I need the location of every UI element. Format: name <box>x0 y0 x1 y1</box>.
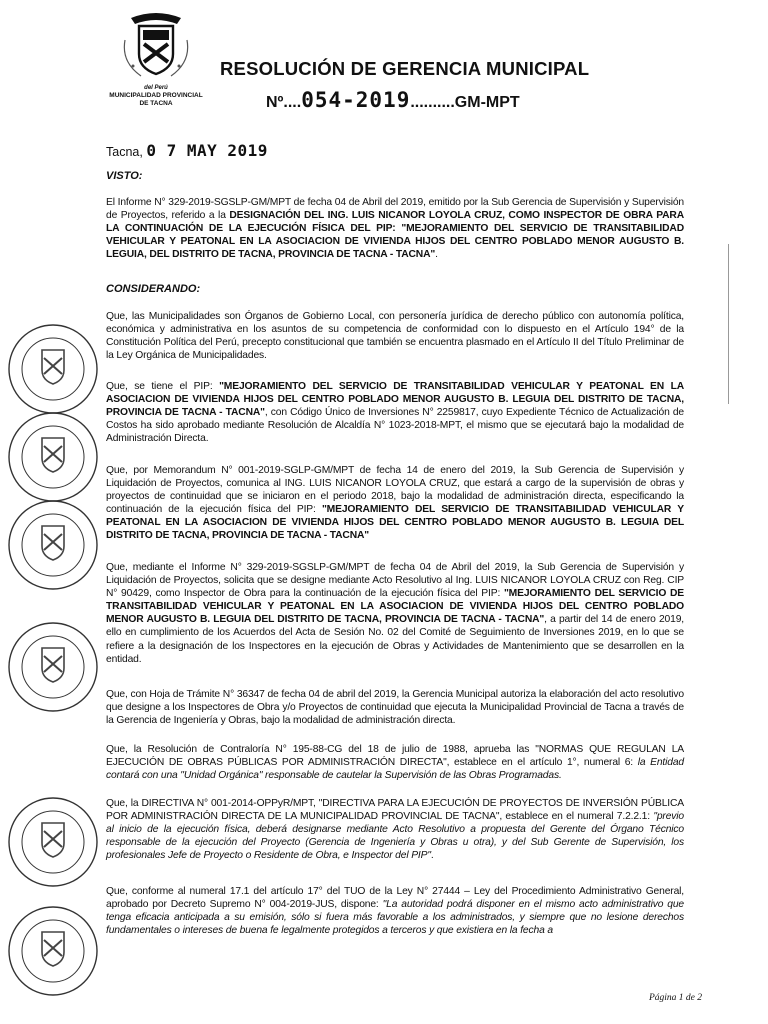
paragraph-4 <box>106 464 684 543</box>
text-span: Que, por Memorandum N° 001-2019-SGLP-GM/MPT de fecha 14 de enero del 2019, la Sub Gerencia de Supervisión y Liquidación de Proyectos, comunica al ING. LUIS NICANOR LOYOLA CRUZ, que estará a cargo de la supervisión de obras y proyectos de continuidad que se iniciaron en el periodo 2018, bajo la modalidad de administración directa, especificando la continuación de la ejecución física del PIP: <box>106 465 684 516</box>
text-span: Que, conforme al numeral 17.1 del artículo 17° del TUO de la Ley N° 27444 – Ley del Procedimiento Administrativo General, aprobado por Decreto Supremo N° 004-2019-JUS, dispone: <box>106 886 684 911</box>
coat-of-arms-icon <box>111 10 201 84</box>
number-dots: ... <box>287 94 302 111</box>
text-span: Que, la DIRECTIVA N° 001-2014-OPPyR/MPT, "DIRECTIVA PARA LA EJECUCIÓN DE PROYECTOS DE INVERSIÓN PÚBLICA POR ADMINISTRACIÓN DIRECTA DE LA MUNICIPALIDAD PROVINCIAL DE TACNA", establece en el numeral 7.2.2.1: <box>106 798 684 823</box>
italic-span: "previo al inicio de la ejecución física, deberá designarse mediante Acto Resolutivo a propuesta del Gerente del Órgano Técnico responsable de la ejecución del Proyecto (Gerencia de Ingeniería y Obras u otra), y del Sub Gerente de Supervisión, los profesionales Jefe de Proyecto o Residente de Obra, e Inspector del PIP" <box>106 811 684 862</box>
italic-span: "La autoridad podrá disponer en el mismo acto administrativo que tenga eficacia anticipada a su emisión, sólo si fuera más favorable a los administrados, y siempre que no lesione derechos fundamentales o intereses de buena fe legalmente protegidos a terceros y que existiera en la fecha a <box>106 899 684 937</box>
text-span: . <box>435 249 438 261</box>
page-number: Página 1 de 2 <box>648 993 702 1003</box>
municipal-logo <box>96 10 216 110</box>
text-span: Que, mediante el Informe N° 329-2019-SGSLP-GM/MPT de fecha 04 de Abril del 2019, la Sub Gerencia de Supervisión y Liquidación de Proyectos, solicita que se designe mediante Acto Resolutivo al Ing. LUIS NICANOR LOYOLA CRUZ con Reg. CIP N° 90429, como Inspector de Obra para la continuación de la ejecución física del PIP: <box>106 562 684 600</box>
stamp-seal <box>6 795 100 889</box>
text-span: Que, la Resolución de Contraloría N° 195-88-CG del 18 de julio de 1988, aprueba las "NORMAS QUE REGULAN LA EJECUCIÓN DE OBRAS PÚBLICAS POR ADMINISTRACIÓN DIRECTA", establece en el artículo 1°, numeral 6: <box>106 744 684 769</box>
municipality-line-1: MUNICIPALIDAD PROVINCIAL <box>109 92 203 99</box>
visto-heading: VISTO: <box>106 170 143 182</box>
date-line <box>106 141 268 160</box>
bold-span: "MEJORAMIENTO DEL SERVICIO DE TRANSITABILIDAD VEHICULAR Y PEATONAL EN LA ASOCIACION DE VIVIENDA HIJOS DEL CENTRO POBLADO MENOR AUGUSTO B. LEGUIA DEL DISTRITO DE TACNA, PROVINCIA DE TACNA - TACNA" <box>106 381 684 419</box>
resolution-number <box>266 88 520 112</box>
logo-motto: del Perú <box>144 85 168 91</box>
bold-span: DESIGNACIÓN DEL ING. LUIS NICANOR LOYOLA CRUZ, COMO INSPECTOR DE OBRA PARA LA CONTINUACIÓN DE LA EJECUCIÓN FÍSICA DEL PIP: "MEJORAMIENTO DEL SERVICIO DE TRANSITABILIDAD VEHICULAR Y PEATONAL EN LA ASOCIACION DE VIVIENDA HIJOS DEL CENTRO POBLADO MENOR AUGUSTO B. LEGUIA, DEL DISTRITO DE TACNA, PROVINCIA DE TACNA - TACNA" <box>106 210 685 261</box>
date-place: Tacna, <box>106 145 143 159</box>
paragraph-3 <box>106 380 684 445</box>
municipality-line-2: DE TACNA <box>139 100 173 107</box>
text-span: , con Código Único de Inversiones N° 2259817, cuyo Expediente Técnico de Actualización de Costos ha sido aprobado mediante Resolución de Alcaldía N° 1023-2018-MPT, el mismo que se ejecutará bajo la modalidad de Administración Directa. <box>106 407 684 445</box>
document-title: RESOLUCIÓN DE GERENCIA MUNICIPAL <box>220 58 590 79</box>
margin-line <box>728 244 729 404</box>
stamp-seal <box>6 904 100 998</box>
stamp-seal <box>6 620 100 714</box>
paragraph-7 <box>106 743 684 782</box>
paragraph-8 <box>106 797 684 862</box>
bold-span: "MEJORAMIENTO DEL SERVICIO DE TRANSITABILIDAD VEHICULAR Y PEATONAL EN LA ASOCIACION DE VIVIENDA HIJOS DEL CENTRO POBLADO MENOR AUGUSTO B. LEGUIA DEL DISTRITO DE TACNA, PROVINCIA DE TACNA - TACNA" <box>106 504 684 542</box>
text-span: . <box>430 850 434 862</box>
text-span: El Informe N° 329-2019-SGSLP-GM/MPT de fecha 04 de Abril del 2019, emitido por la Sub Gerencia de Supervisión y Supervisión de Proyectos, referido a la <box>106 197 684 222</box>
paragraph-9 <box>106 885 684 937</box>
paragraph-visto <box>106 196 684 261</box>
considerando-heading: CONSIDERANDO: <box>106 283 201 295</box>
text-span: , a partir del 14 de enero 2019, ello en cumplimiento de los Acuerdos del Acta de Sesión No. 02 del Comité de Seguimiento de Inversiones 2019, en lo que se refiere a la designación de los Inspectores en la ejecución de Obras y Actividades de Mantenimiento que se desarrollen en la entidad. <box>106 614 684 665</box>
bold-span: "MEJORAMIENTO DEL SERVICIO DE TRANSITABILIDAD VEHICULAR Y PEATONAL EN LA ASOCIACION DE VIVIENDA HIJOS DEL CENTRO POBLADO MENOR AUGUSTO B. LEGUIA DEL DISTRITO DE TACNA, PROVINCIA DE TACNA - TACNA" <box>106 588 684 626</box>
paragraph-2: Que, las Municipalidades son Órganos de Gobierno Local, con personería jurídica de derecho público con autonomía política, económica y administrativa en los asuntos de su competencia de conformidad con lo dispuesto en el Artículo 194° de la Constitución Política del Perú, precepto constitucional que también se encuentra plasmado en el Artículo II del Título Preliminar de la Ley Orgánica de Municipalidades. <box>106 311 684 362</box>
number-prefix: Nº. <box>266 94 288 111</box>
text-span: Que, se tiene el PIP: <box>106 381 220 392</box>
italic-span: la Entidad contará con una "Unidad Orgánica" responsable de cautelar la Supervisión de las Obras Programadas. <box>106 757 684 782</box>
stamp-seal <box>6 322 100 416</box>
handwritten-number: 054-2019 <box>301 88 411 112</box>
date-stamp: 0 7 MAY 2019 <box>146 141 268 160</box>
number-suffix: ..........GM-MPT <box>410 94 520 111</box>
paragraph-6: Que, con Hoja de Trámite N° 36347 de fecha 04 de abril del 2019, la Gerencia Municipal autoriza la elaboración del acto resolutivo que designe a los Inspectores de Obra y/o Proyectos de continuidad que ejecuta la Municipalidad Provincial de Tacna a través de la Gerencia de Ingeniería y Obras, bajo la modalidad de administración directa. <box>106 689 684 727</box>
stamp-seal <box>6 498 100 592</box>
stamp-seal <box>6 410 100 504</box>
paragraph-5 <box>106 561 684 666</box>
